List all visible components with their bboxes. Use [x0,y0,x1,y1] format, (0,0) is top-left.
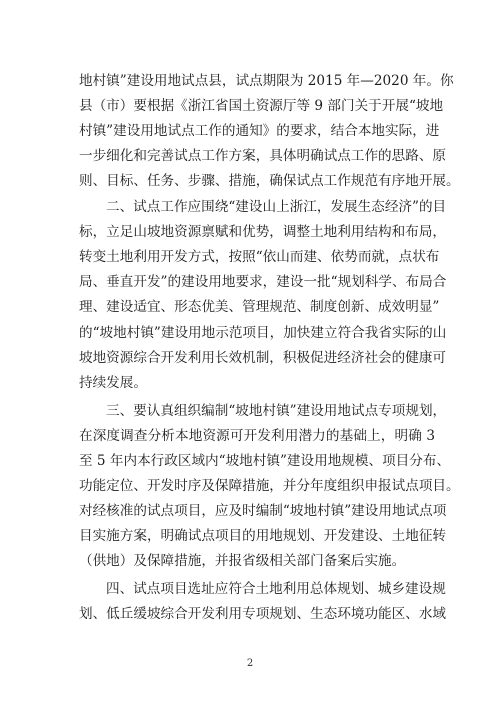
paragraph-line: 局、垂直开发”的建设用地要求，建设一批“规划科学、布局合 [79,274,447,290]
paragraph-line: 一步细化和完善试点工作方案，具体明确试点工作的思路、原 [79,148,447,164]
paragraph-line: 县（市）要根据《浙江省国土资源厅等 9 部门关于开展“坡地 [79,98,444,114]
paragraph-line: 转变土地利用开发方式，按照“依山而建、依势而就，点状布 [79,249,440,265]
paragraph-line: 对经核准的试点项目，应及时编制“坡地村镇”建设用地试点项 [79,503,447,519]
paragraph-line: 至 5 年内本行政区域内“坡地村镇”建设用地规模、项目分布、 [79,453,451,469]
paragraph-line: （供地）及保障措施，并报省级相关部门备案后实施。 [79,553,406,569]
paragraph-line: 划、低丘缓坡综合开发利用专项规划、生态环境功能区、水域 [79,606,447,622]
paragraph-line: 四、试点项目选址应符合土地利用总体规划、城乡建设规 [106,581,446,597]
paragraph-line: 则、目标、任务、步骤、措施，确保试点工作规范有序地开展。 [79,173,460,189]
paragraph-line: 的“坡地村镇”建设用地示范项目，加快建立符合我省实际的山 [79,325,447,341]
paragraph-line: 三、要认真组织编制“坡地村镇”建设用地试点专项规划， [106,403,447,419]
paragraph-line: 村镇”建设用地试点工作的通知》的要求，结合本地实际，进 [79,123,440,139]
paragraph-line: 目实施方案，明确试点项目的用地规划、开发建设、土地征转 [79,528,447,544]
paragraph-line: 功能定位、开发时序及保障措施，并分年度组织申报试点项目。 [79,478,460,494]
paragraph-line: 在深度调查分析本地资源可开发利用潜力的基础上，明确 3 [79,428,435,444]
paragraph-line: 地村镇”建设用地试点县，试点期限为 2015 年—2020 年。你 [79,73,454,89]
paragraph-line: 持续发展。 [79,375,147,391]
page-number: 2 [246,658,254,669]
paragraph-line: 理、建设适宜、形态优美、管理规范、制度创新、成效明显” [79,299,440,315]
paragraph-line: 坡地资源综合开发利用长效机制，积极促进经济社会的健康可 [79,350,447,366]
paragraph-line: 二、试点工作应围绕“建设山上浙江，发展生态经济”的目 [106,199,447,215]
paragraph-line: 标，立足山坡地资源禀赋和优势，调整土地利用结构和布局， [79,224,447,240]
